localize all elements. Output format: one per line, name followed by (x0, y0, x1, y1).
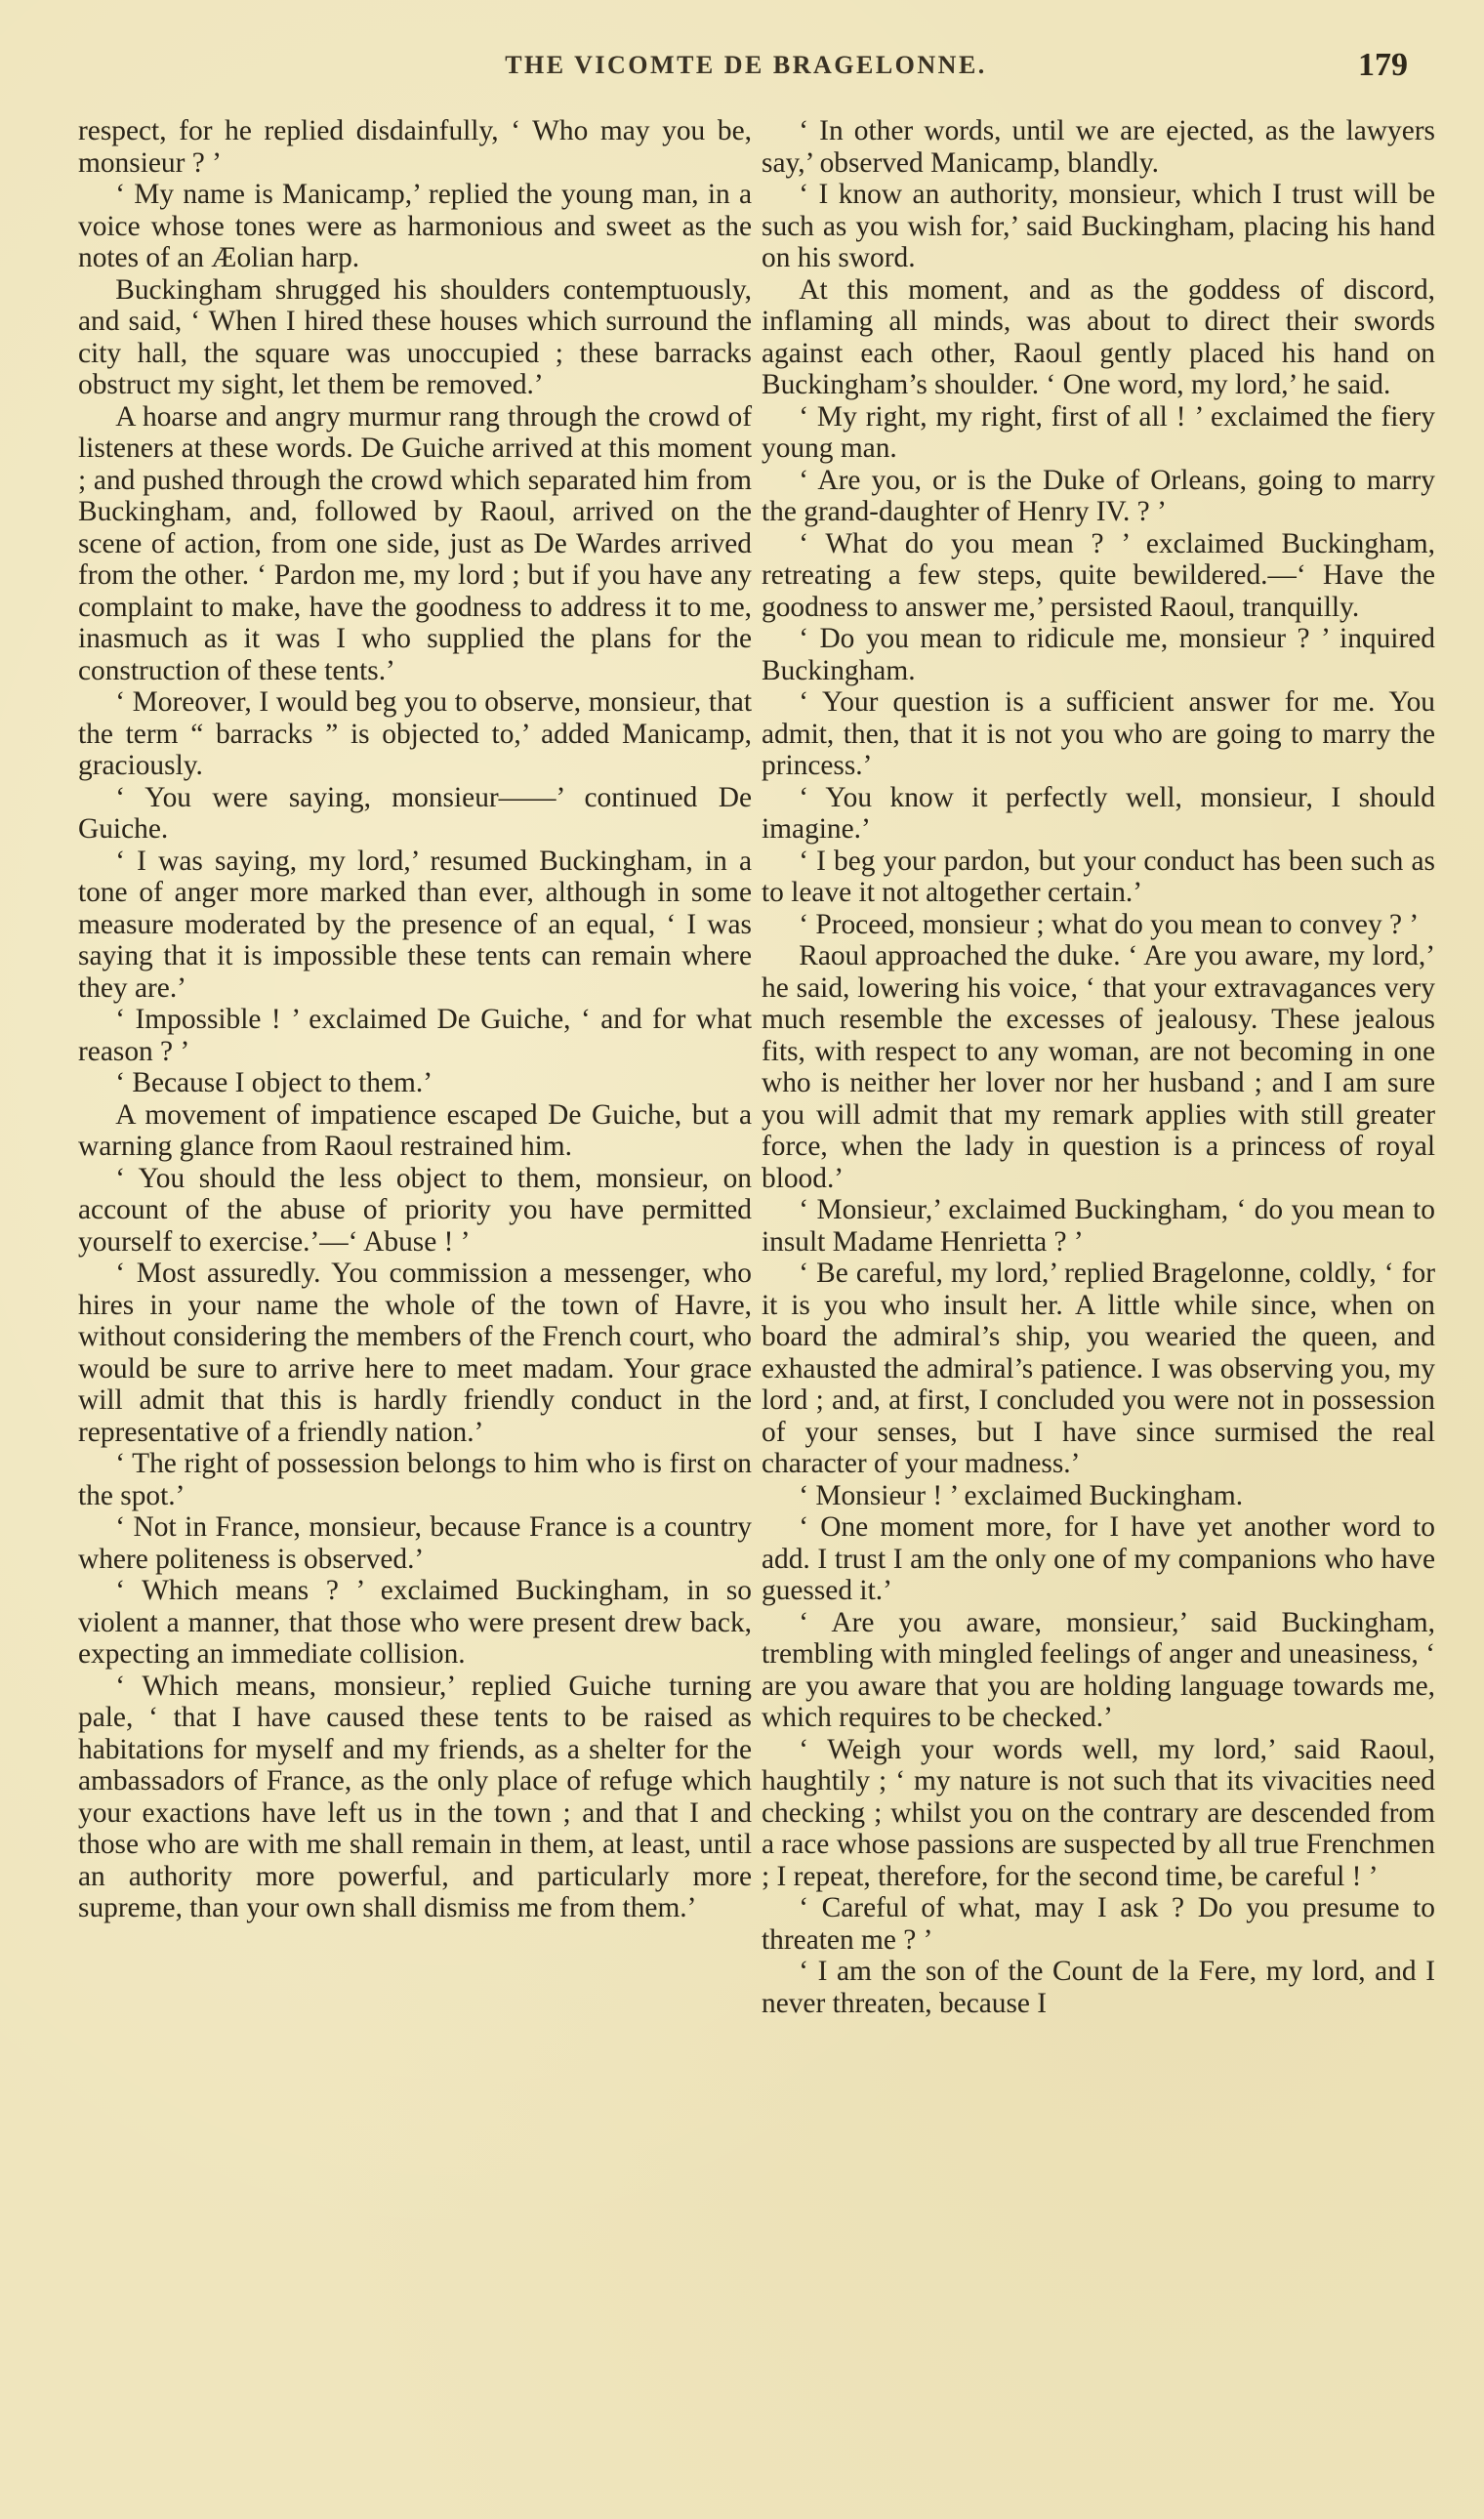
paragraph: ‘ Weigh your words well, my lord,’ said Raoul, haughtily ; ‘ my nature is not such that its vivacities need checking ; whilst you on the contrary are descended from a race whose passions are suspected by all true Frenchmen ; I repeat, therefore, for the second time, be careful ! ’ (762, 1733, 1435, 1892)
paragraph: ‘ Proceed, monsieur ; what do you mean to convey ? ’ (799, 908, 1420, 940)
paragraph: ‘ I know an authority, monsieur, which I trust will be such as you wish for,’ said Buckingham, placing his hand on his sword. (762, 179, 1435, 273)
paragraph: ‘ Are you, or is the Duke of Orleans, going to marry the grand-daughter of Henry IV. ? ’ (762, 464, 1435, 527)
paragraph: ‘ Your question is a sufficient answer for me. You admit, then, that it is not you who are going to marry the princess.’ (762, 686, 1435, 781)
paragraph: ‘ Monsieur,’ exclaimed Buckingham, ‘ do you mean to insult Madame Henrietta ? ’ (762, 1194, 1435, 1258)
paragraph: ‘ Careful of what, may I ask ? Do you presume to threaten me ? ’ (762, 1892, 1435, 1956)
paragraph: ‘ Be careful, my lord,’ replied Bragelonne, coldly, ‘ for it is you who insult her. A little while since, when on board the admiral’s ship, you wearied the queen, and exhausted the admiral’s patience. I was observing you, my lord ; and, at first, I concluded you were not in possession of your senses, but I have since surmised the real character of your madness.’ (762, 1258, 1435, 1479)
paragraph: ‘ One moment more, for I have yet another word to add. I trust I am the only one of my companions who have guessed it.’ (762, 1511, 1435, 1606)
paragraph: ‘ The right of possession belongs to him who is first on the spot.’ (78, 1448, 752, 1511)
paragraph: ‘ Because I object to them.’ (115, 1067, 433, 1098)
paragraph: ‘ In other words, until we are ejected, as the lawyers say,’ observed Manicamp, blandly. (762, 115, 1435, 179)
paragraph: A hoarse and angry murmur rang through the crowd of listeners at these words. De Guiche arrived at this moment ; and pushed through the crowd which separated him from Buckingham, and, followed by Raoul, arrived on the scene of action, from one side, just as De Wardes arrived from the other. ‘ Pardon me, my lord ; but if you have any complaint to make, have the goodness to address it to me, inasmuch as it was I who supplied the plans for the construction of these tents.’ (78, 400, 752, 686)
paragraph: ‘ I am the son of the Count de la Fere, my lord, and I never threaten, because I (762, 1956, 1435, 2019)
paragraph: ‘ Monsieur ! ’ exclaimed Buckingham. (799, 1479, 1244, 1511)
paragraph: A movement of impatience escaped De Guiche, but a warning glance from Raoul restrained him. (78, 1098, 752, 1162)
paragraph: ‘ My name is Manicamp,’ replied the young man, in a voice whose tones were as harmonious and sweet as the notes of an Æolian harp. (78, 179, 752, 273)
paragraph: respect, for he replied disdainfully, ‘ Who may you be, monsieur ? ’ (78, 115, 752, 179)
paragraph: ‘ You should the less object to them, monsieur, on account of the abuse of priority you have permitted yourself to exercise.’—‘ Abuse ! ’ (78, 1162, 752, 1258)
paragraph: ‘ You know it perfectly well, monsieur, I should imagine.’ (762, 781, 1435, 845)
paragraph: ‘ What do you mean ? ’ exclaimed Buckingham, retreating a few steps, quite bewildered.—‘ Have the goodness to answer me,’ persisted Raoul, tranquilly. (762, 527, 1435, 623)
left-column (78, 115, 752, 1924)
paragraph: ‘ Are you aware, monsieur,’ said Buckingham, trembling with mingled feelings of anger and uneasiness, ‘ are you aware that you are holding language towards me, which requires to be checked.’ (762, 1606, 1435, 1733)
paragraph: ‘ I beg your pardon, but your conduct has been such as to leave it not altogether certain.’ (762, 845, 1435, 908)
paragraph: ‘ Moreover, I would beg you to observe, monsieur, that the term “ barracks ” is objected to,’ added Manicamp, graciously. (78, 686, 752, 781)
paragraph: ‘ Which means, monsieur,’ replied Guiche turning pale, ‘ that I have caused these tents to be raised as habitations for myself and my friends, as a shelter for the ambassadors of France, as the only place of refuge which your exactions have left us in the town ; and that I and those who are with me shall remain in them, at least, until an authority more powerful, and particularly more supreme, than your own shall dismiss me from them.’ (78, 1670, 752, 1923)
paragraph: ‘ Which means ? ’ exclaimed Buckingham, in so violent a manner, that those who were present drew back, expecting an immediate collision. (78, 1575, 752, 1670)
paragraph: Buckingham shrugged his shoulders contemptuously, and said, ‘ When I hired these houses which surround the city hall, the square was unoccupied ; these barracks obstruct my sight, let them be removed.’ (78, 273, 752, 400)
paragraph: ‘ You were saying, monsieur——’ continued De Guiche. (78, 781, 752, 845)
running-header (76, 47, 1416, 90)
paragraph: ‘ My right, my right, first of all ! ’ exclaimed the fiery young man. (762, 400, 1435, 464)
paragraph: ‘ Most assuredly. You commission a messenger, who hires in your name the whole of the town of Havre, without considering the members of the French court, who would be sure to arrive here to meet madam. Your grace will admit that this is hardly friendly conduct in the representative of a friendly nation.’ (78, 1258, 752, 1448)
paragraph: ‘ I was saying, my lord,’ resumed Buckingham, in a tone of anger more marked than ever, although in some measure moderated by the presence of an equal, ‘ I was saying that it is impossible these tents can remain where they are.’ (78, 845, 752, 1004)
paragraph: ‘ Do you mean to ridicule me, monsieur ? ’ inquired Buckingham. (762, 623, 1435, 686)
page-number: 179 (1358, 47, 1408, 83)
paragraph: At this moment, and as the goddess of discord, inflaming all minds, was about to direct their swords against each other, Raoul gently placed his hand on Buckingham’s shoulder. ‘ One word, my lord,’ he said. (762, 273, 1435, 400)
paragraph: ‘ Not in France, monsieur, because France is a country where politeness is observed.’ (78, 1511, 752, 1575)
running-title: THE VICOMTE DE BRAGELONNE. (505, 51, 987, 79)
paragraph: ‘ Impossible ! ’ exclaimed De Guiche, ‘ and for what reason ? ’ (78, 1004, 752, 1067)
paragraph: Raoul approached the duke. ‘ Are you aware, my lord,’ he said, lowering his voice, ‘ that your extravagances very much resemble the excesses of jealousy. These jealous fits, with respect to any woman, are not becoming in one who is neither her lover nor her husband ; and I am sure you will admit that my remark applies with still greater force, when the lady in question is a princess of royal blood.’ (762, 940, 1435, 1194)
right-column (762, 115, 1435, 2019)
